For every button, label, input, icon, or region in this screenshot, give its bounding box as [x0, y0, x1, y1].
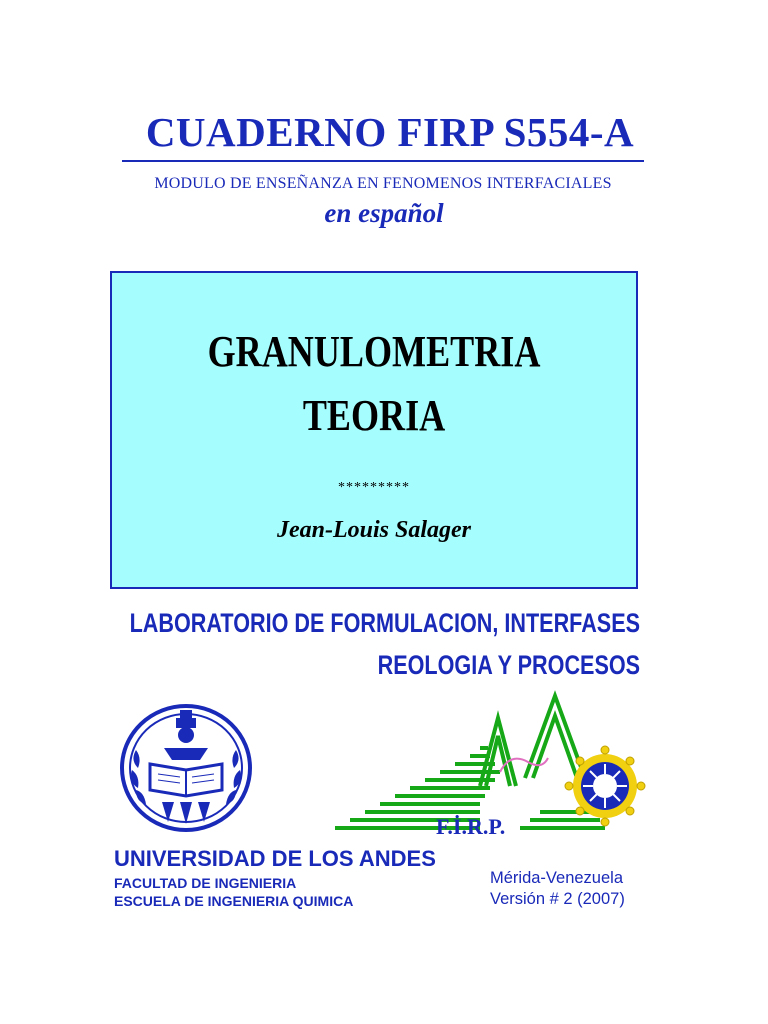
topic-title-line2: TEORIA — [302, 391, 446, 440]
document-title: CUADERNO FIRP S554-A — [145, 109, 635, 155]
school-name: ESCUELA DE INGENIERIA QUIMICA — [114, 893, 354, 909]
laboratory-name-line2: REOLOGIA Y PROCESOS — [377, 650, 640, 680]
firp-logo-label: F.İ.R.P. — [436, 814, 506, 838]
laboratory-name-line1: LABORATORIO DE FORMULACION, INTERFASES — [129, 608, 640, 638]
faculty-name: FACULTAD DE INGENIERIA — [114, 875, 297, 891]
university-name: UNIVERSIDAD DE LOS ANDES — [114, 846, 436, 871]
title-underline — [122, 160, 644, 162]
university-seal-icon — [116, 690, 256, 840]
document-subtitle: MODULO DE ENSEÑANZA EN FENOMENOS INTERFACIALES — [154, 175, 612, 192]
version-label: Versión # 2 (2007) — [490, 890, 625, 908]
place-label: Mérida-Venezuela — [490, 869, 623, 887]
firp-logo-icon — [330, 688, 648, 838]
language-label: en español — [324, 198, 444, 228]
author-name: Jean-Louis Salager — [276, 517, 471, 543]
topic-title-line1: GRANULOMETRIA — [207, 327, 541, 376]
separator-stars: ********* — [338, 480, 410, 495]
